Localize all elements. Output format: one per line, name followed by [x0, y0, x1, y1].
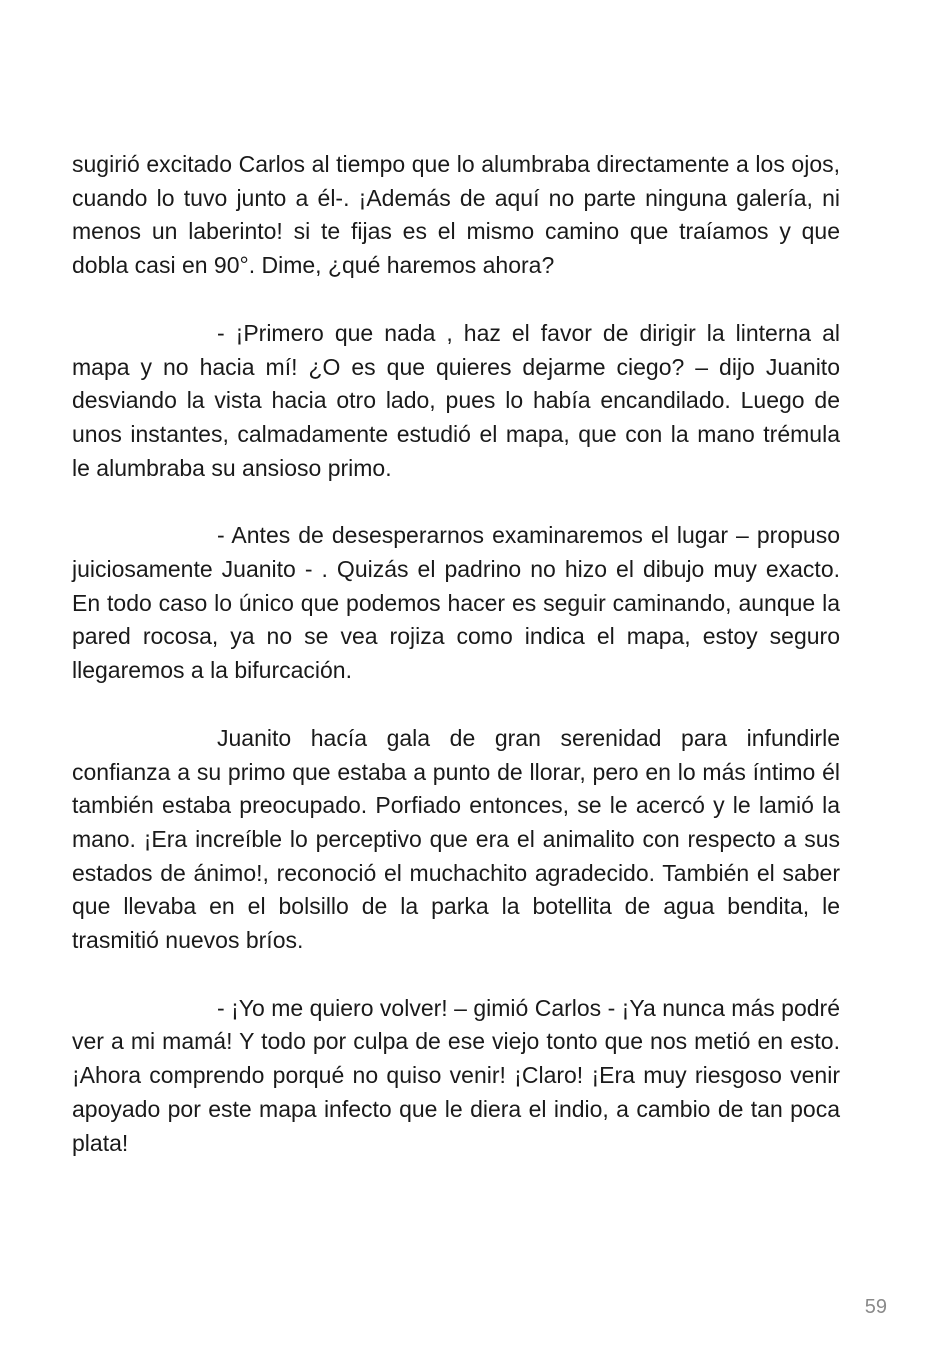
page-body [72, 148, 840, 1194]
paragraph-5: - ¡Yo me quiero volver! – gimió Carlos - ¡Ya nunca más podré ver a mi mamá! Y todo por culpa de ese viejo tonto que nos metió en esto. ¡Ahora comprendo porqué no quiso venir! ¡Claro! ¡Era muy riesgoso venir apoyado por este mapa infecto que le diera el indio, a cambio de tan poca plata! [72, 994, 840, 1156]
paragraph-2: - ¡Primero que nada , haz el favor de dirigir la linterna al mapa y no hacia mí! ¿O es que quieres dejarme ciego? – dijo Juanito desviando la vista hacia otro lado, pues lo había encandilado. Luego de unos instantes, calmadamente estudió el mapa, que con la mano trémula le alumbraba su ansioso primo. [72, 319, 840, 481]
paragraph-1: sugirió excitado Carlos al tiempo que lo alumbraba directamente a los ojos, cuando lo tuvo junto a él-. ¡Además de aquí no parte ninguna galería, ni menos un laberinto! si te fijas es el mismo camino que traíamos y que dobla casi en 90°. Dime, ¿qué haremos ahora? [72, 151, 840, 279]
page-number: 59 [864, 1296, 887, 1318]
paragraph-3: - Antes de desesperarnos examinaremos el lugar – propuso juiciosamente Juanito - . Quizás el padrino no hizo el dibujo muy exacto. En todo caso lo único que podemos hacer es seguir caminando, aunque la pared rocosa, ya no se vea rojiza como indica el mapa, estoy seguro llegaremos a la bifurcación. [72, 522, 840, 684]
paragraph-4: Juanito hacía gala de gran serenidad para infundirle confianza a su primo que estaba a punto de llorar, pero en lo más íntimo él también estaba preocupado. Porfiado entonces, se le acercó y le lamió la mano. ¡Era increíble lo perceptivo que era el animalito con respecto a sus estados de ánimo!, reconoció el muchachito agradecido. También el saber que llevaba en el bolsillo de la parka la botellita de agua bendita, le trasmitió nuevos bríos. [72, 724, 840, 954]
